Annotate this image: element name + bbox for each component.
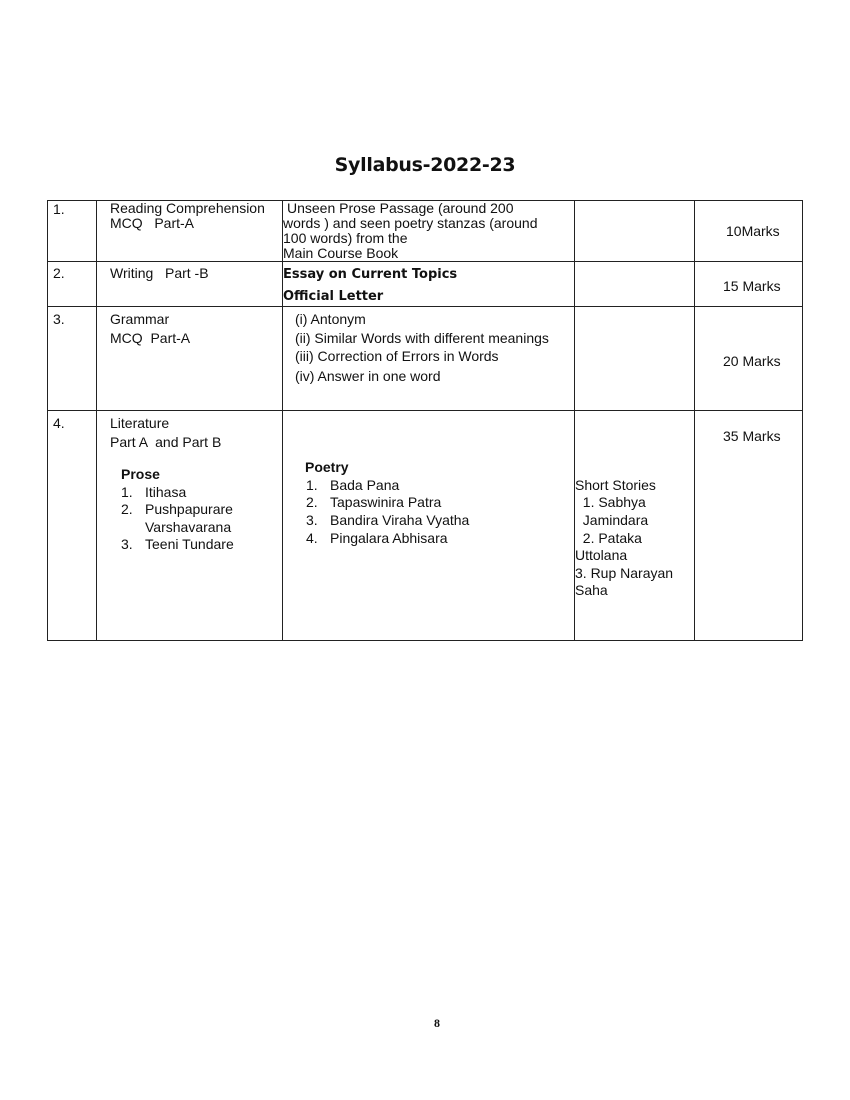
list-item: Teeni Tundare	[145, 536, 234, 552]
list-number: 1.	[306, 477, 318, 493]
list-item: Itihasa	[145, 484, 187, 500]
topic-cell	[110, 201, 265, 231]
topic-line: MCQ Part-A	[110, 330, 191, 346]
content-line: Unseen Prose Passage (around 200	[287, 200, 514, 216]
col-divider	[694, 200, 695, 641]
list-item: Tapaswinira Patra	[330, 494, 442, 510]
list-number: 2.	[306, 494, 318, 510]
list-number: 4.	[306, 530, 318, 546]
list-item: Varshavarana	[145, 519, 232, 535]
topic-line: Literature	[110, 415, 170, 431]
list-number: 3.	[306, 512, 318, 528]
list-number: 3.	[121, 536, 133, 552]
content-cell	[283, 201, 573, 261]
row-number: 2.	[53, 265, 65, 281]
content-line: (i) Antonym	[295, 311, 366, 327]
content-line: Official Letter	[283, 289, 384, 304]
content-line: words ) and seen poetry stanzas (around	[283, 215, 538, 231]
list-item: Saha	[575, 582, 608, 598]
list-item: Pingalara Abhisara	[330, 530, 448, 546]
content-line: 100 words) from the	[283, 230, 408, 246]
list-number: 2.	[121, 501, 133, 517]
marks-value: 35 Marks	[723, 428, 781, 444]
col-divider	[47, 200, 48, 641]
row-divider	[47, 410, 803, 411]
list-item: Jamindara	[575, 512, 649, 528]
content-line: (iv) Answer in one word	[295, 368, 441, 384]
list-item: Bada Pana	[330, 477, 400, 493]
marks-value: 10Marks	[726, 223, 780, 239]
content-line: (ii) Similar Words with different meanings	[295, 330, 549, 346]
list-item: 2. Pataka	[575, 530, 642, 546]
content-line: Essay on Current Topics	[283, 267, 458, 282]
col-divider	[96, 200, 97, 641]
prose-heading: Prose	[121, 466, 160, 482]
page-number: 8	[434, 1016, 440, 1030]
row-number: 1.	[53, 201, 65, 217]
list-item: 3. Rup Narayan	[575, 565, 674, 581]
short-stories-heading: Short Stories	[575, 477, 656, 493]
list-item: Uttolana	[575, 547, 628, 563]
list-item: 1. Sabhya	[575, 494, 646, 510]
table-border-bottom	[47, 640, 803, 641]
marks-value: 15 Marks	[723, 278, 781, 294]
topic-line: Reading Comprehension	[110, 200, 265, 216]
content-line: Main Course Book	[283, 245, 399, 261]
row-divider	[47, 306, 803, 307]
row-divider	[47, 261, 803, 262]
topic-line: Writing Part -B	[110, 265, 209, 281]
page-title: Syllabus-2022-23	[334, 154, 516, 176]
topic-line: Grammar	[110, 311, 170, 327]
list-item: Bandira Viraha Vyatha	[330, 512, 470, 528]
row-number: 3.	[53, 311, 65, 327]
content-line: (iii) Correction of Errors in Words	[295, 348, 499, 364]
poetry-heading: Poetry	[305, 459, 349, 475]
topic-line: MCQ Part-A	[110, 215, 195, 231]
list-number: 1.	[121, 484, 133, 500]
topic-line: Part A and Part B	[110, 434, 222, 450]
list-item: Pushpapurare	[145, 501, 233, 517]
row-number: 4.	[53, 415, 65, 431]
col-divider	[802, 200, 803, 641]
marks-value: 20 Marks	[723, 353, 781, 369]
